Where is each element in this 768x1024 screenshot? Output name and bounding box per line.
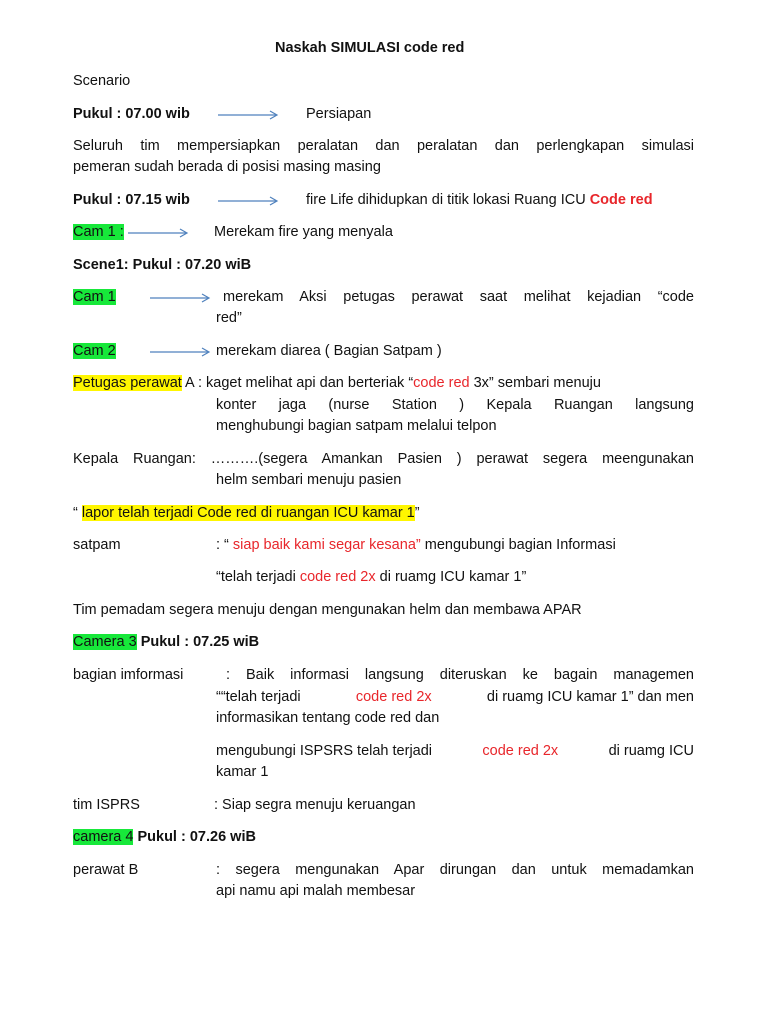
cam1-desc: Merekam fire yang menyala bbox=[214, 224, 393, 240]
petugas-label: Petugas perawat bbox=[73, 375, 182, 391]
cam1-line bbox=[73, 222, 124, 243]
arrow-icon bbox=[150, 346, 212, 358]
petugas-line-1 bbox=[73, 373, 601, 394]
lapor-open-quote: “ bbox=[73, 505, 82, 521]
cam2-desc: merekam diarea ( Bagian Satpam ) bbox=[216, 343, 442, 359]
petugas-code-red: code red bbox=[413, 375, 470, 391]
page-title: Naskah SIMULASI code red bbox=[275, 40, 465, 56]
lapor-line bbox=[73, 503, 420, 524]
kepala-line-2: helm sembari menuju pasien bbox=[216, 472, 402, 488]
perawatb-line-2: api namu api malah membesar bbox=[216, 883, 416, 899]
cam2-line bbox=[73, 341, 116, 362]
kepala-line-1: Kepala Ruangan: ……….(segera Amankan Pasien ) perawat segera meengunakan bbox=[73, 451, 694, 467]
scenario-label: Scenario bbox=[73, 73, 131, 89]
camera4-label: camera 4 bbox=[73, 829, 134, 845]
cam1b-label: Cam 1 bbox=[73, 289, 116, 305]
informasi-l4b: di ruamg ICU bbox=[608, 743, 694, 759]
informasi-l2-code: code red 2x bbox=[355, 689, 432, 705]
informasi-l4-code: code red 2x bbox=[482, 743, 559, 759]
cam1b-desc-1: merekam Aksi petugas perawat saat melihat kejadian “code bbox=[223, 289, 694, 305]
petugas-prefix: A : kaget melihat api dan berteriak “ bbox=[181, 375, 414, 391]
informasi-l2a: ““telah terjadi bbox=[216, 689, 301, 705]
satpam-l2-code: code red 2x bbox=[299, 569, 376, 585]
fire-life-text: fire Life dihidupkan di titik lokasi Ruang ICU bbox=[306, 192, 590, 208]
arrow-icon bbox=[128, 227, 190, 239]
persiapan-text: Persiapan bbox=[306, 106, 372, 122]
informasi-line-2 bbox=[216, 687, 694, 708]
code-red-label: Code red bbox=[589, 192, 653, 208]
camera4-time: Pukul : 07.26 wiB bbox=[133, 829, 256, 845]
arrow-icon bbox=[150, 292, 212, 304]
arrow-icon bbox=[218, 195, 280, 207]
cam2-label: Cam 2 bbox=[73, 343, 116, 359]
pukul-0700: Pukul : 07.00 wib bbox=[73, 106, 190, 122]
pukul-0715: Pukul : 07.15 wib bbox=[73, 192, 190, 208]
prep-line-2: pemeran sudah berada di posisi masing masing bbox=[73, 159, 381, 175]
cam1b-desc-2: red” bbox=[216, 310, 242, 326]
camera3-line bbox=[73, 632, 259, 653]
satpam-colon: : “ bbox=[216, 537, 233, 553]
informasi-line-5: kamar 1 bbox=[216, 764, 269, 780]
arrow-icon bbox=[218, 109, 280, 121]
petugas-suffix: 3x” sembari menuju bbox=[469, 375, 601, 391]
informasi-line-1: : Baik informasi langsung diteruskan ke bagain managemen bbox=[226, 667, 694, 683]
satpam-label: satpam bbox=[73, 537, 121, 553]
informasi-label: bagian imformasi bbox=[73, 667, 184, 683]
scene1-heading: Scene1: Pukul : 07.20 wiB bbox=[73, 257, 252, 273]
fire-life-line bbox=[306, 190, 653, 211]
isprs-label: tim ISPRS bbox=[73, 797, 140, 813]
petugas-line-2: konter jaga (nurse Station ) Kepala Ruangan langsung bbox=[216, 397, 694, 413]
informasi-l4a: mengubungi ISPSRS telah terjadi bbox=[216, 743, 433, 759]
satpam-l2b: di ruamg ICU kamar 1” bbox=[375, 569, 527, 585]
lapor-text: lapor telah terjadi Code red di ruangan ICU kamar 1 bbox=[81, 505, 415, 521]
cam1-label: Cam 1 : bbox=[73, 224, 124, 240]
camera3-time: Pukul : 07.25 wiB bbox=[136, 634, 260, 650]
satpam-rest: mengubungi bagian Informasi bbox=[420, 537, 616, 553]
cam1b-line bbox=[73, 287, 116, 308]
camera4-line bbox=[73, 827, 256, 848]
satpam-l2a: “telah terjadi bbox=[216, 569, 300, 585]
isprs-desc: : Siap segra menuju keruangan bbox=[214, 797, 416, 813]
satpam-line-2 bbox=[216, 567, 526, 588]
tim-pemadam-line: Tim pemadam segera menuju dengan mengunakan helm dan membawa APAR bbox=[73, 602, 582, 618]
informasi-line-4 bbox=[216, 741, 694, 762]
lapor-close-quote: ” bbox=[414, 505, 420, 521]
camera3-label: Camera 3 bbox=[73, 634, 137, 650]
informasi-l2b: di ruamg ICU kamar 1” dan men bbox=[486, 689, 694, 705]
satpam-red-text: siap baik kami segar kesana” bbox=[232, 537, 421, 553]
petugas-line-3: menghubungi bagian satpam melalui telpon bbox=[216, 418, 497, 434]
perawatb-line-1: : segera mengunakan Apar dirungan dan untuk memadamkan bbox=[216, 862, 694, 878]
informasi-line-3: informasikan tentang code red dan bbox=[216, 710, 440, 726]
satpam-line-1 bbox=[216, 535, 616, 556]
perawatb-label: perawat B bbox=[73, 862, 139, 878]
prep-line-1: Seluruh tim mempersiapkan peralatan dan peralatan dan perlengkapan simulasi bbox=[73, 138, 694, 154]
